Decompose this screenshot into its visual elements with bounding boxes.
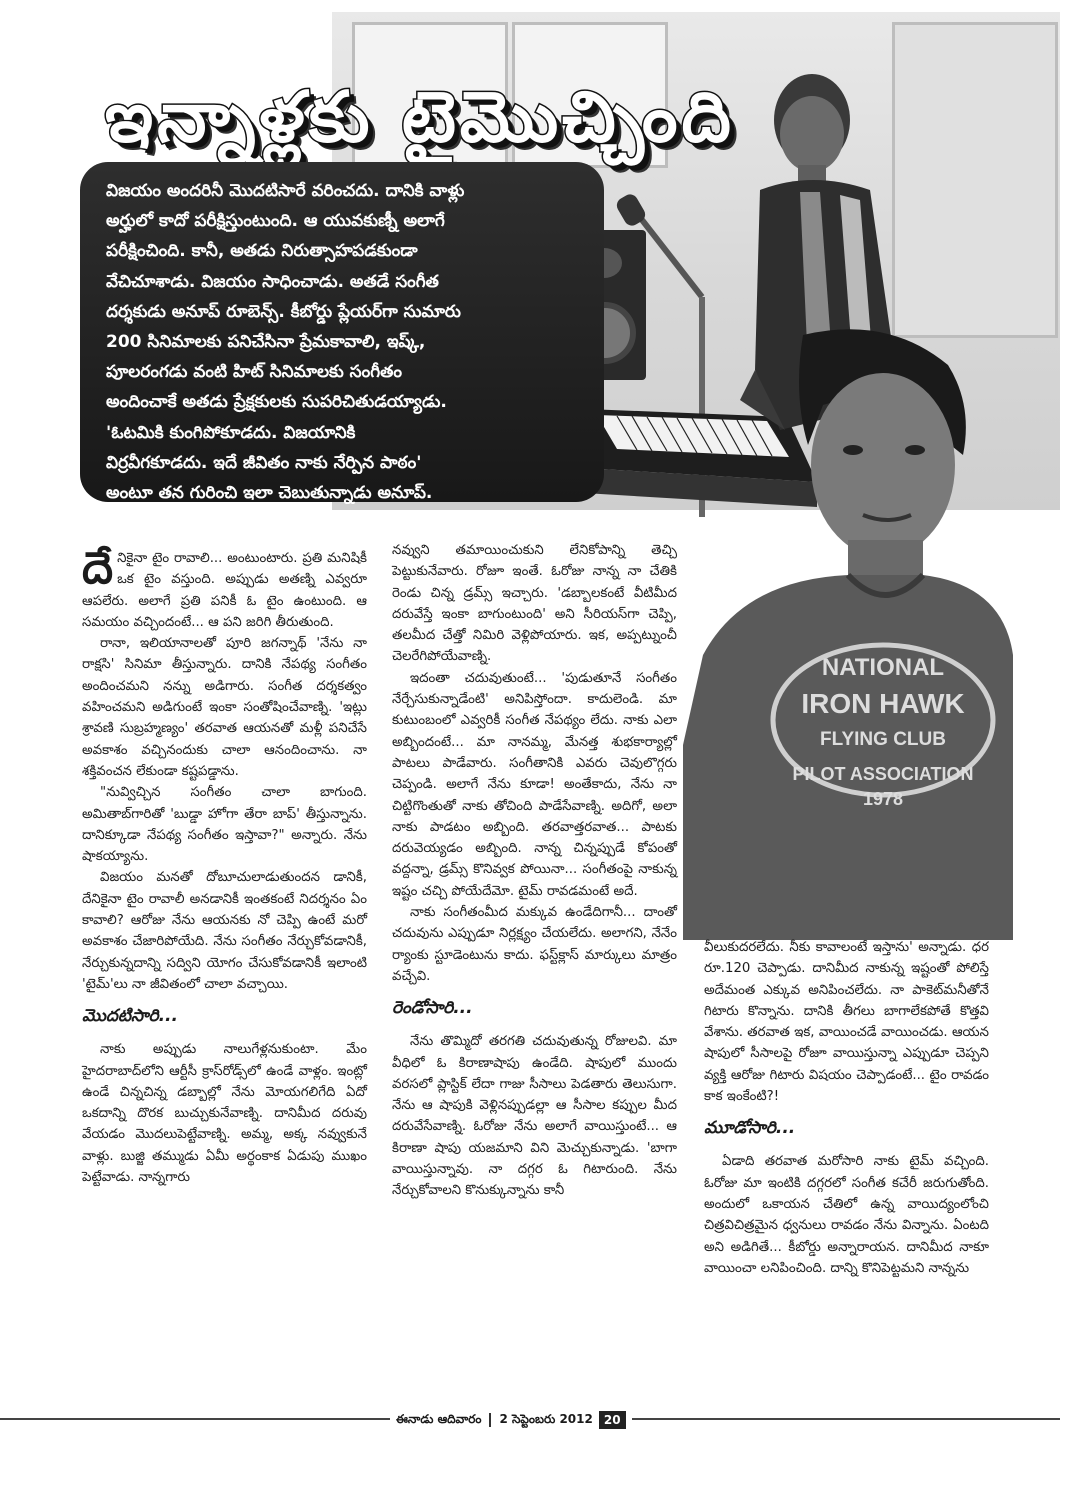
intro-line: విర్రవీగకూడదు. ఇదే జీవితం నాకు నేర్పిన పాఠం' [106,452,422,473]
article-title: ఇన్నాళ్లకు టైమొచ్చింది [105,76,735,158]
article-column-1 [82,543,367,1188]
paragraph: "నువ్విచ్చిన సంగీతం చాలా బాగుంది. అమితాబ్‌గారితో 'బుడ్డా హోగా తేరా బాప్' తీస్తున్నాను. దానిక్కూడా నేపథ్య సంగీతం ఇస్తావా?" అన్నారు. నేను షాకయ్యాను. [82,785,367,865]
issue-date: 2 సెప్టెంబరు 2012 [499,1411,593,1426]
tshirt-text: PILOT ASSOCIATION [792,764,974,784]
page-number: 20 [599,1411,626,1429]
intro-line: అర్హులో కాదో పరీక్షిస్తుంటుంది. ఆ యువకుణ్నీ అలాగే [106,211,445,232]
intro-line: 200 సినిమాలకు పనిచేసినా ప్రేమకావాలి, ఇష్క్, [106,332,426,353]
anoop-rubens-portrait [683,325,1013,940]
intro-line: వేచిచూశాడు. విజయం సాధించాడు. అతడే సంగీత [106,271,439,292]
intro-line: విజయం అందరినీ మొదటిసారే వరించదు. దానికి వాళ్లు [106,181,465,201]
paragraph: దేనికైనా టైం రావాలి... అంటుంటారు. ప్రతి మనిషికీ ఒక టైం వస్తుంది. అప్పుడు అతణ్ని ఎవ్వరూ ఆపలేరు. అలాగే ప్రతి పనికీ ఓ టైం ఉంటుంది. ఆ సమయం వచ్చిందంటే... ఆ పని జరిగి తీరుతుంది. [82,543,367,630]
paragraph: వీలుకుదరలేదు. నీకు కావాలంటే ఇస్తాను' అన్నాడు. ధర రూ.120 చెప్పాడు. దానిమీద నాకున్న ఇష్టంతో పోలిస్తే అదేమంత ఎక్కువ అనిపించలేదు. నా పాకెట్‌మనీతోనే గిటారు కొన్నాను. దానికి తీగలు బాగాలేకపోతే కొత్తవి వేశాను. తరవాత ఇక, వాయించడే వాయించడు. ఆయన షాపులో సీసాలపై రోజూ వాయిస్తున్నా ఎప్పుడూ చెప్పని వ్యక్తి ఆరోజు గిటారు విషయం చెప్పాడంటే... టైం రావడం కాక ఇంకేంటి?! [704,940,989,1105]
intro-line: 'ఓటమికి కుంగిపోకూడదు. విజయానికి [106,422,356,443]
page-footer [390,1409,632,1431]
newspaper-name: ఈనాడు ఆదివారం [396,1411,482,1426]
intro-line: పరీక్షించింది. కానీ, అతడు నిరుత్సాహపడకుండా [106,241,418,262]
tshirt-text: NATIONAL [821,654,945,681]
tshirt-text: IRON HAWK [801,688,965,719]
intro-box [80,162,604,502]
paragraph: ఏడాది తరవాత మరోసారి నాకు టైమ్ వచ్చింది. ఓరోజు మా ఇంటికి దగ్గరలో సంగీత కచేరీ జరుగుతోంది. అందులో ఒకాయన చేతిలో ఉన్న వాయిద్యంలోంచి చిత్రవిచిత్రమైన ధ్వనులు రావడం నేను విన్నాను. ఏంటది అని అడిగితే... కీబోర్డు అన్నారాయన. దానిమీద నాకూ వాయించా లనిపించింది. దాన్ని కొనిపెట్టమని నాన్నను [704,1154,989,1276]
section-heading: మొదటిసారి... [82,1006,178,1027]
paragraph: నాకు అప్పుడు నాలుగేళ్లనుకుంటా. మేం హైదరాబాద్‌లోని ఆర్టీసీ క్రాస్‌రోడ్స్‌లో ఉండే వాళ్లం. ఇంట్లో ఉండే చిన్నచిన్న డబ్బాల్లో నేను మోయగలిగేది ఏదో ఒకదాన్ని దొరక బుచ్చుకునేవాణ్ని. దానిమీద దరువు వేయడం మొదలుపెట్టేవాణ్ని. అమ్మ, అక్క నవ్వుకునే వాళ్లు. బుజ్జి తమ్ముడు ఏమీ అర్థంకాక ఏడుపు ముఖం పెట్టేవాడు. నాన్నగారు [82,1042,367,1186]
intro-line: అందించాకే అతడు ప్రేక్షకులకు సుపరిచితుడయ్యాడు. [106,392,447,413]
intro-line: అంటూ తన గురించి ఇలా చెబుతున్నాడు అనూప్. [106,483,433,504]
section-heading: మూడోసారి... [704,1118,796,1139]
paragraph: రానా, ఇలియానాలతో పూరి జగన్నాథ్ 'నేను నా రాక్షసి' సినిమా తీస్తున్నారు. దానికి నేపథ్య సంగీతం అందించమని నన్ను అడిగారు. సంగీత దర్శకత్వం వహించమని అడిగుంటే ఇంకా సంతోషించేవాణ్ని. 'ఇట్లు శ్రావణి సుబ్రహ్మణ్యం' తరవాత ఆయనతో మళ్లీ పనిచేసే అవకాశం వచ్చినందుకు చాలా ఆనందించాను. నా శక్తివంచన లేకుండా కష్టపడ్డాను. [82,636,367,779]
article-column-2 [392,540,677,1202]
drop-cap: దే [82,543,114,594]
article-column-3 [704,937,989,1279]
paragraph: నాకు సంగీతంమీద మక్కువ ఉండేదిగానీ... దాంతో చదువును ఎప్పుడూ నిర్లక్ష్యం చేయలేదు. అలాగని, నేనేం ర్యాంకు స్టూడెంటును కాదు. ఫస్ట్‌క్లాస్ మార్కులు మాత్రం వచ్చేవి. [392,905,677,984]
footer-separator [489,1413,491,1427]
paragraph: నేను తొమ్మిదో తరగతి చదువుతున్న రోజులవి. మా వీధిలో ఓ కిరాణాషాపు ఉండేది. షాపులో ముందు వరసలో ప్లాస్టిక్ లేదా గాజు సీసాలు పెడతారు తెలుసుగా. నేను ఆ షాపుకి వెళ్లినప్పుడల్లా ఆ సీసాల కప్పుల మీద దరువేసేవాణ్ని. ఓరోజు నేను అలాగే వాయిస్తుంటే... ఆ కిరాణా షాపు యజమాని విని మెచ్చుకున్నాడు. 'బాగా వాయిస్తున్నావు. నా దగ్గర ఓ గిటారుంది. నేను నేర్చుకోవాలని కొనుక్కున్నాను కానీ [392,1034,677,1199]
paragraph: ఇదంతా చదువుతుంటే... 'పుడుతూనే సంగీతం నేర్చేసుకున్నాడేంటి' అనిపిస్తోందా. కాదులెండి. మా కుటుంబంలో ఎవ్వరికీ సంగీత నేపథ్యం లేదు. నాకు ఎలా అబ్బిందంటే... మా నానమ్మ, మేనత్త శుభకార్యాల్లో పాటలు పాడేవారు. సంగీతానికి ఎవరు చెవులొగ్గరు చెప్పండి. అలాగే నేను కూడా! అంతేకాదు, నేను నా చిట్టిగొంతుతో నాకు తోచింది పాడేసేవాణ్ని. అదిగో, అలా నాకు పాడటం అబ్బింది. తరవాత్తరవాత... పాటకు దరువెయ్యడం అబ్బింది. నాన్న చిన్నప్పుడే కోపంతో వద్దన్నా, డ్రమ్స్ కొనివ్వక పోయినా... సంగీతంపై నాకున్న ఇష్టం చచ్చి పోయేదేమో. టైమ్ రావడమంటే అదే. [392,670,677,899]
paragraph: నవ్వుని తమాయించుకుని లేనికోపాన్ని తెచ్చి పెట్టుకునేవారు. రోజూ ఇంతే. ఓరోజు నాన్న నా చేతికి రెండు చిన్న డ్రమ్స్ ఇచ్చారు. 'డబ్బాలకంటే వీటిమీద దరువేస్తే ఇంకా బాగుంటుంది' అని సీరియస్‌గా చెప్పి, తలమీద చేత్తో నిమిరి వెళ్లిపోయారు. ఇక, అప్పట్నుంచీ చెలరేగిపోయేవాణ్ని. [392,543,677,665]
paragraph: విజయం మనతో దోబూచులాడుతుందన డానికీ, దేనికైనా టైం రావాలీ అనడానికీ ఇంతకంటే నిదర్శనం ఏం కావాలి? ఆరోజు నేను ఆయనకు నో చెప్పి ఉంటే మరో అవకాశం చేజారిపోయేది. నేను సంగీతం నేర్చుకోవడానికీ, నేర్చుకున్నదాన్ని సద్విని యోగం చేసుకోవడానికీ ఇలాంటి 'టైమ్'లు నా జీవితంలో చాలా వచ్చాయి. [82,870,367,992]
intro-line: దర్శకుడు అనూప్ రూబెన్స్. కీబోర్డు ప్లేయర్‌గా సుమారు [106,301,461,322]
tshirt-text: 1978 [862,789,904,809]
intro-line: పూలరంగడు వంటి హిట్ సినిమాలకు సంగీతం [106,362,402,383]
section-heading: రెండోసారి... [392,998,473,1019]
tshirt-text: FLYING CLUB [820,729,946,750]
